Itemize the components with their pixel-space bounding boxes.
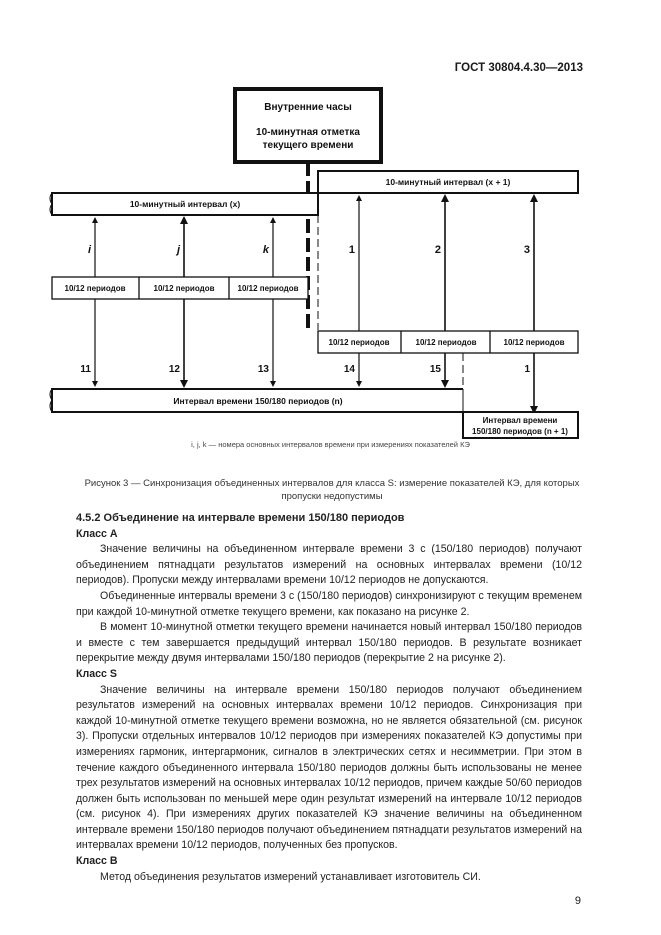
clock-box-line2: 10-минутная отметка <box>256 127 360 138</box>
svg-text:12: 12 <box>168 364 180 375</box>
section-title: 4.5.2 Объединение на интервале времени 150/180 периодов <box>76 512 405 524</box>
interval-x-box <box>50 193 318 215</box>
svg-text:2: 2 <box>434 244 441 256</box>
class-a-heading: Класс А <box>76 527 118 540</box>
clock-box-line3: текущего времени <box>262 140 354 151</box>
svg-text:14: 14 <box>343 364 355 375</box>
arrow-label-i: i <box>87 244 91 256</box>
figure-caption: Рисунок 3 — Синхронизация объединенных интервалов для класса S: измерение показателей КЭ, для которых пропуски недопустимы <box>84 478 580 502</box>
arrow-label-k: k <box>262 244 269 256</box>
clock-box-title: Внутренние часы <box>264 102 352 113</box>
svg-text:1: 1 <box>348 244 355 256</box>
interval-n-box <box>50 389 463 412</box>
svg-text:1: 1 <box>524 364 530 375</box>
sync-diagram <box>0 0 661 460</box>
svg-text:3: 3 <box>523 244 530 256</box>
svg-text:10/12 периодов: 10/12 периодов <box>328 338 390 347</box>
right-period-row <box>318 331 578 353</box>
clock-box <box>235 89 381 162</box>
document-id: ГОСТ 30804.4.30—2013 <box>454 62 583 74</box>
interval-n1-box <box>463 412 578 438</box>
figure-legend: i, j, k — номера основных интервалов времени при измерениях показателей КЭ <box>191 440 470 449</box>
svg-text:10-минутный интервал (x): 10-минутный интервал (x) <box>129 199 241 209</box>
svg-text:10/12 периодов: 10/12 периодов <box>237 284 299 293</box>
paragraph: Значение величины на интервале времени 150/180 периодов получают объединением результатов измерений на основных интервалах времени 10/12 периодов. Синхронизация при каждой 10-минутной отметке текущего времени возможна, но не является обязательной (см. рисунок 3). Пропуски отдельных интервалов 10/12 периодов при измерениях показателей КЭ допустимы при измерениях гармоник, интергармоник, сигналов в электрических сетях и несимметрии. При этом в течение каждого объединенного интервала 150/180 периодов должны быть использованы не менее трех результатов измерений на основных интервалах 10/12 периодов, причем каждые 50/60 периодов должен быть использован по меньшей мере один результат измерений на интервале 10/12 периодов (см. рисунок 4). При измерениях других показателей КЭ значение величины на объединенном интервале времени 150/180 периодов получают объединением пятнадцати результатов измерений на интервалах времени 10/12 периодов, полученных без пропусков. <box>76 683 582 852</box>
svg-text:Интервал времени: Интервал времени <box>482 416 558 425</box>
paragraph: Объединенные интервалы времени 3 с (150/180 периодов) синхронизируют с текущим временем при каждой 10-минутной отметке текущего времени, как показано на рисунке 2. <box>76 589 582 618</box>
svg-text:15: 15 <box>429 364 441 375</box>
svg-text:13: 13 <box>257 364 269 375</box>
class-s-heading: Класс S <box>76 667 117 680</box>
svg-text:10/12 периодов: 10/12 периодов <box>415 338 477 347</box>
svg-text:11: 11 <box>80 364 91 375</box>
arrow-label-j: j <box>176 244 180 256</box>
svg-text:10/12 периодов: 10/12 периодов <box>153 284 215 293</box>
svg-text:10/12 периодов: 10/12 периодов <box>64 284 126 293</box>
paragraph: В момент 10-минутной отметки текущего времени начинается новый интервал 150/180 периодов и вместе с тем завершается предыдущий интервал 150/180 периодов. В результате возникает перекрытие между двумя интервалами 150/180 периодов (перекрытие 2 на рисунке 2). <box>76 621 582 665</box>
class-b-heading: Класс В <box>76 855 118 868</box>
section-body <box>76 511 582 885</box>
svg-text:150/180 периодов (n + 1): 150/180 периодов (n + 1) <box>472 427 568 436</box>
left-period-row <box>52 277 308 299</box>
svg-text:10/12 периодов: 10/12 периодов <box>503 338 565 347</box>
paragraph: Значение величины на объединенном интервале времени 3 с (150/180 периодов) получают объединением пятнадцати результатов измерений на основных интервалах времени (10/12 периодов). Пропуски между интервалами времени 10/12 периодов не допускаются. <box>76 543 582 587</box>
page-number: 9 <box>574 895 581 907</box>
interval-x1-box <box>318 171 578 215</box>
svg-text:10-минутный интервал (x + 1): 10-минутный интервал (x + 1) <box>385 177 511 187</box>
paragraph: Метод объединения результатов измерений устанавливает изготовитель СИ. <box>100 870 481 883</box>
svg-text:Интервал времени 150/180 перио: Интервал времени 150/180 периодов (n) <box>173 396 343 406</box>
